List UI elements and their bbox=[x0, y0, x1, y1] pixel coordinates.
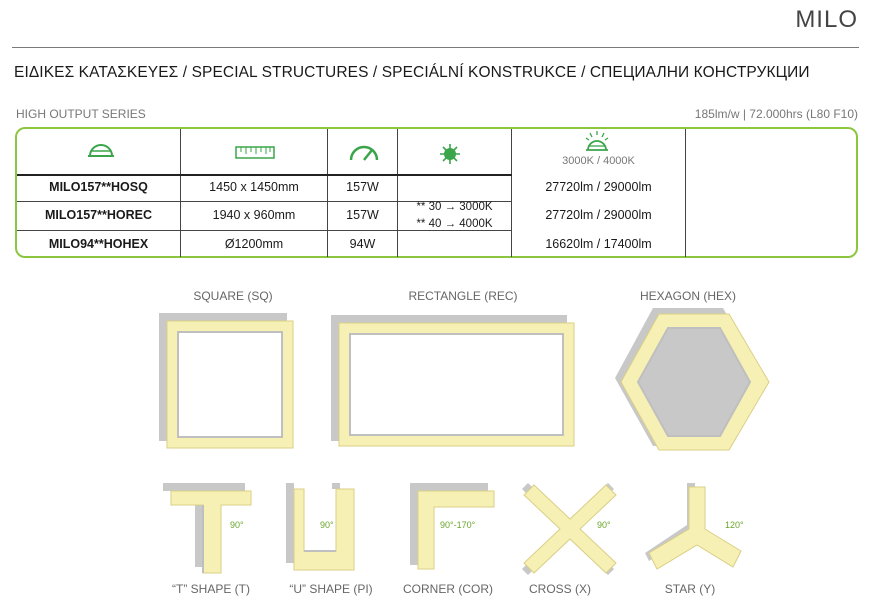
shape-label-corner: CORNER (COR) bbox=[403, 582, 493, 596]
brand-title: MILO bbox=[795, 6, 858, 33]
row-size: Ø1200mm bbox=[224, 237, 284, 251]
series-label: HIGH OUTPUT SERIES bbox=[16, 107, 146, 121]
table-divider bbox=[685, 129, 686, 257]
shape-label-u: “U” SHAPE (PI) bbox=[289, 582, 373, 596]
efficiency-label: 185lm/w | 72.000hrs (L80 F10) bbox=[694, 107, 858, 121]
row-code: MILO157**HOSQ bbox=[49, 180, 148, 194]
lumen-icon bbox=[584, 130, 610, 154]
ruler-icon bbox=[235, 146, 275, 160]
page-title: ΕΙΔΙΚΕΣ ΚΑΤΑΣΚΕΥΕΣ / SPECIAL STRUCTURES / SPECIÁLNÍ KONSTRUKCE / СПЕЦИАЛНИ КОНСТРУКЦИИ bbox=[14, 64, 810, 81]
table-row-divider bbox=[17, 230, 512, 231]
angle-label: 120° bbox=[725, 520, 744, 530]
row-code: MILO157**HOREC bbox=[45, 208, 152, 222]
shape-label-square: SQUARE (SQ) bbox=[193, 289, 273, 303]
row-lumen: 27720lm / 29000lm bbox=[545, 180, 652, 194]
square-shape-illustration bbox=[159, 313, 294, 449]
table-row-divider bbox=[17, 174, 512, 176]
angle-label: 90° bbox=[230, 520, 244, 530]
row-size: 1450 x 1450mm bbox=[209, 180, 299, 194]
cct-header: 3000K / 4000K bbox=[562, 155, 635, 167]
header-rule bbox=[12, 47, 859, 48]
sun-icon bbox=[440, 144, 460, 164]
table-divider bbox=[397, 129, 398, 257]
rectangle-shape-illustration bbox=[331, 315, 575, 447]
row-lumen: 16620lm / 17400lm bbox=[545, 237, 652, 251]
angle-label: 90° bbox=[320, 520, 334, 530]
row-code: MILO94**HOHEX bbox=[48, 237, 149, 251]
row-power: 157W bbox=[346, 208, 379, 222]
gauge-icon bbox=[348, 143, 380, 163]
luminaire-icon bbox=[87, 141, 115, 159]
row-power: 157W bbox=[346, 180, 379, 194]
shape-label-t: “T” SHAPE (T) bbox=[172, 582, 250, 596]
angle-label: 90°-170° bbox=[440, 520, 476, 530]
row-power: 94W bbox=[349, 237, 376, 251]
cct-option: ** 40 → 4000K bbox=[416, 218, 493, 230]
shape-label-cross: CROSS (X) bbox=[528, 582, 591, 596]
row-lumen: 27720lm / 29000lm bbox=[545, 208, 652, 222]
cct-option: ** 30 → 3000K bbox=[416, 201, 493, 213]
angle-label: 90° bbox=[597, 520, 611, 530]
shape-label-rectangle: RECTANGLE (REC) bbox=[408, 289, 518, 303]
row-size: 1940 x 960mm bbox=[212, 208, 296, 222]
hexagon-shape-illustration bbox=[613, 306, 773, 452]
shape-label-star: STAR (Y) bbox=[664, 582, 716, 596]
shape-label-hexagon: HEXAGON (HEX) bbox=[639, 289, 736, 303]
